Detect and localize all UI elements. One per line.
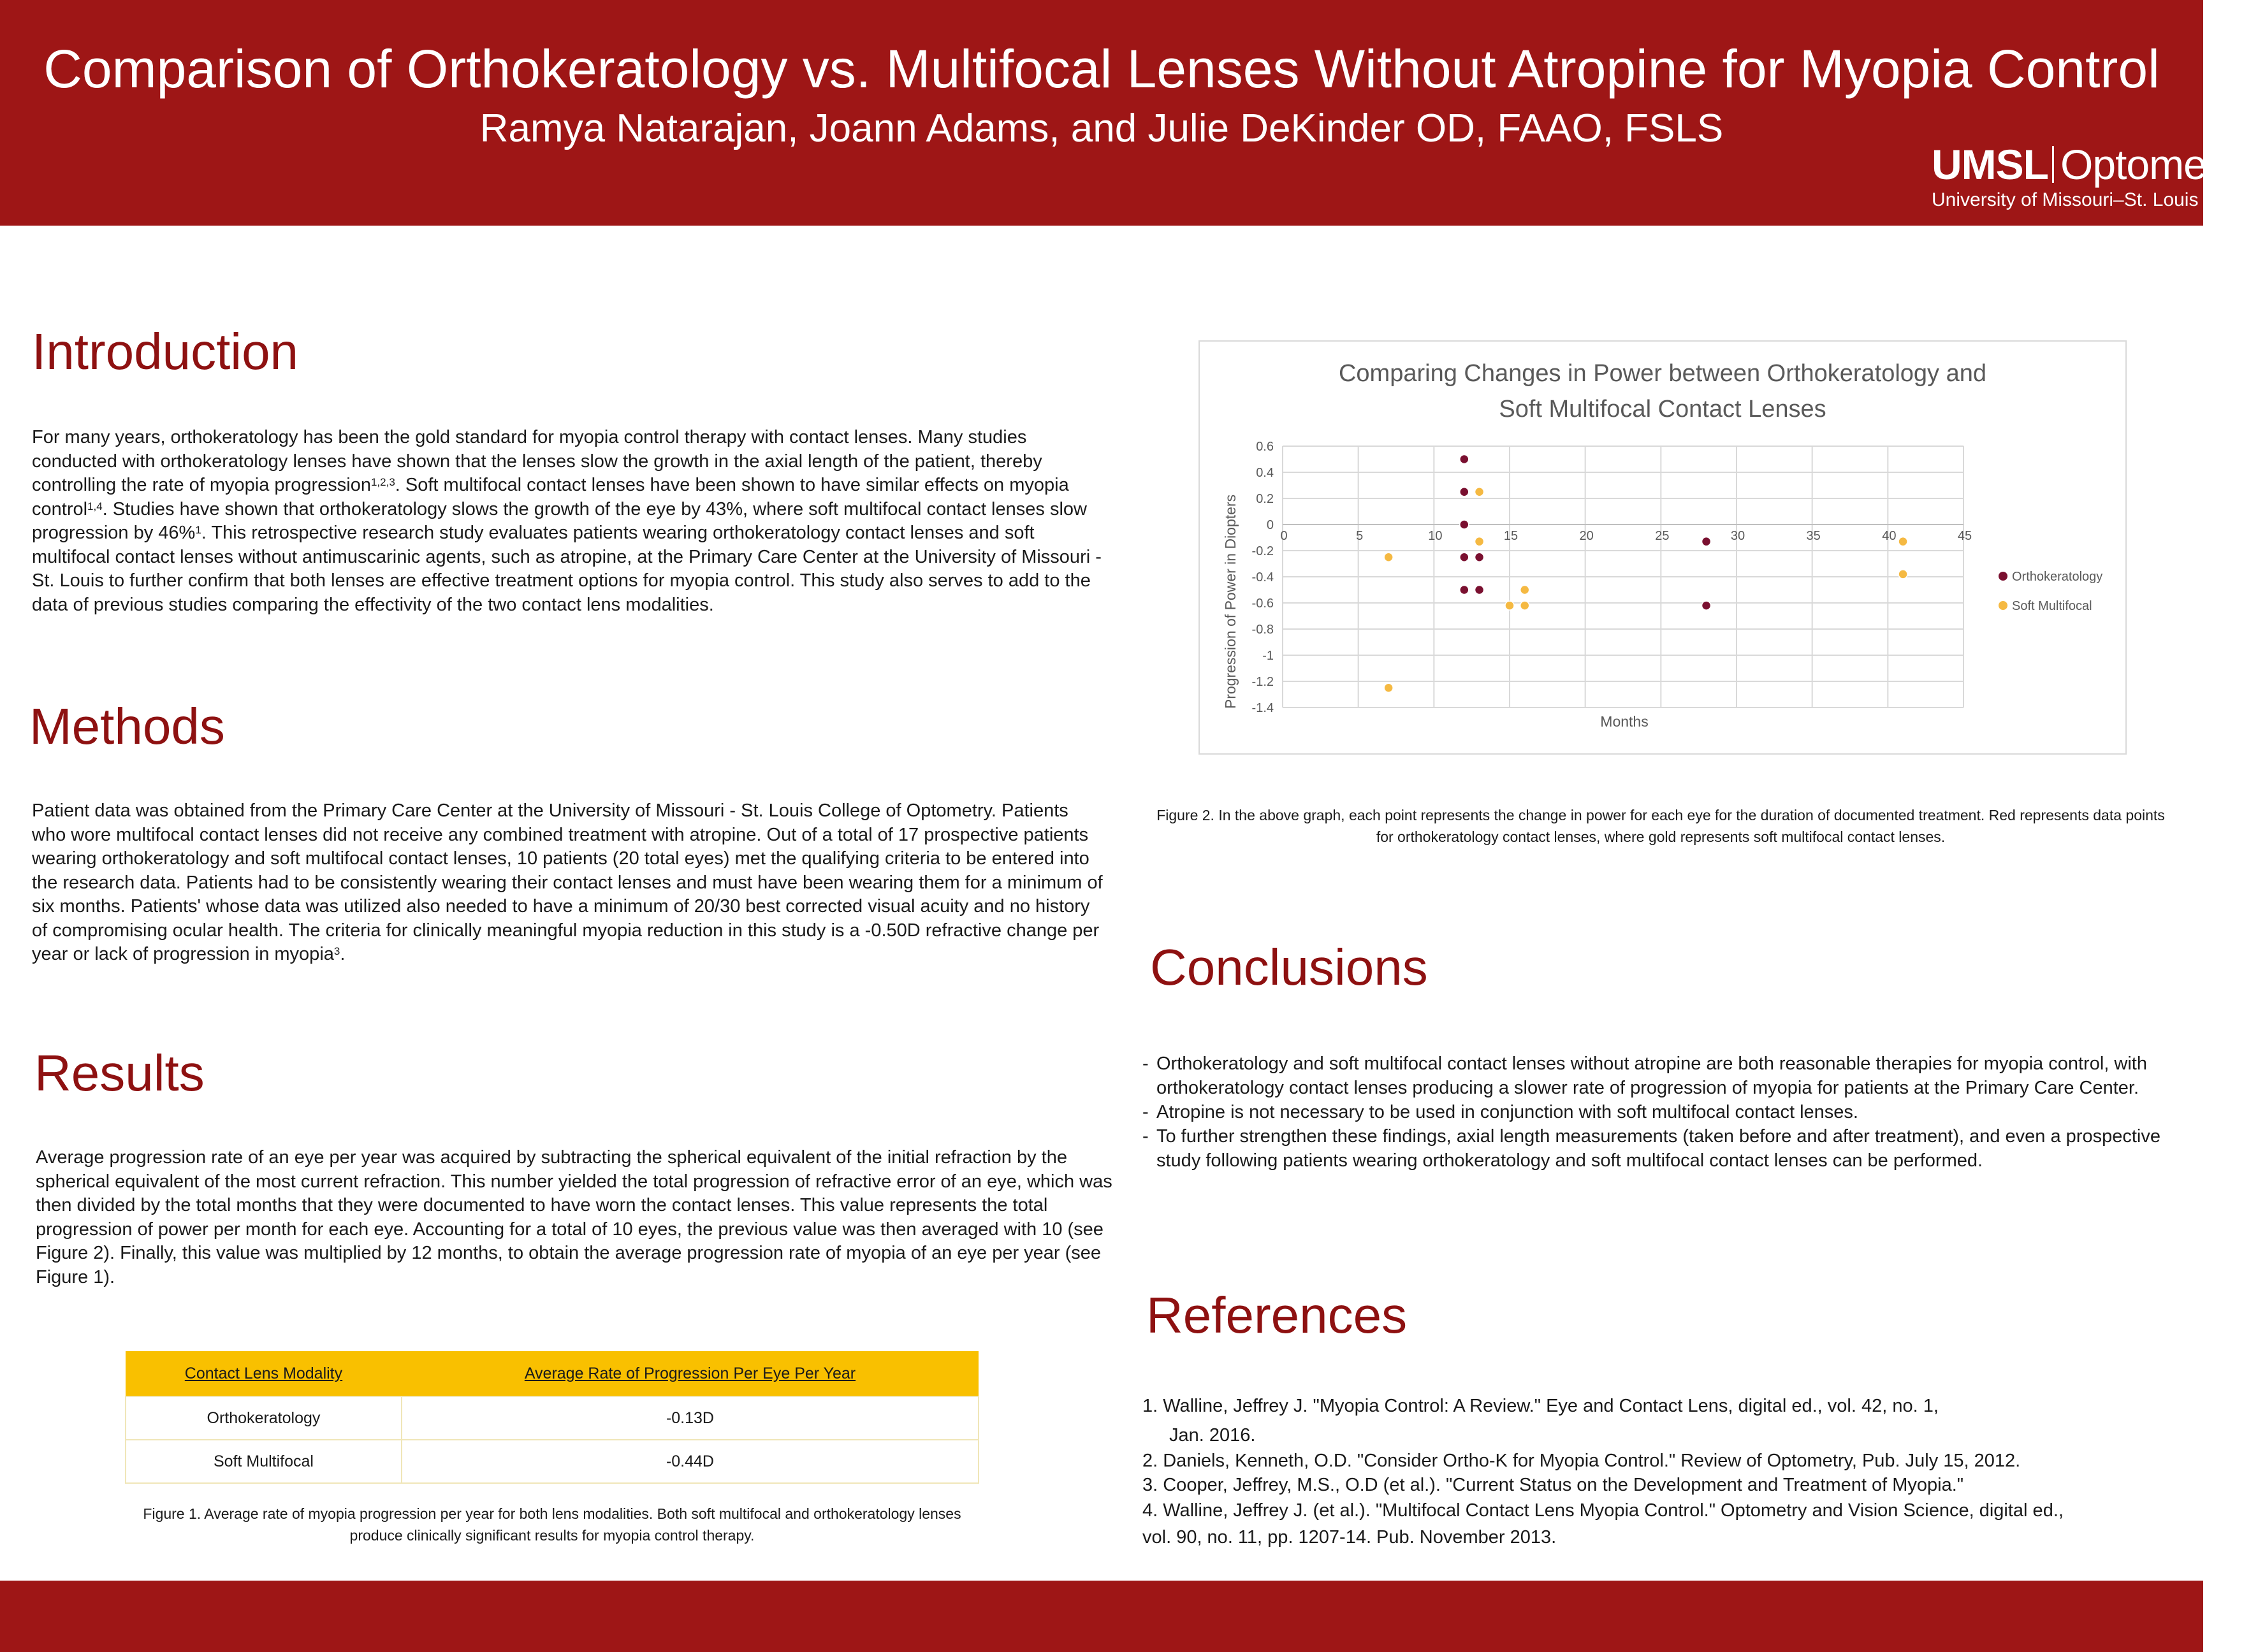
legend-marker [1999,601,2007,610]
table-header-rate: Average Rate of Progression Per Eye Per Year [402,1351,979,1396]
scatter-chart-svg [1200,342,2125,753]
chart-point [1460,586,1469,595]
chart-point [1460,553,1469,562]
methods-text-2: . [340,944,346,964]
chart-y-tick-label: -0.4 [1251,570,1274,584]
methods-text [32,799,1103,967]
chart-y-tick-label: -1 [1262,649,1274,663]
poster-footer [0,1581,2203,1652]
intro-text-4: . This retrospective research study evaluates patients wearing orthokeratology contact lenses and soft multifocal contact lenses without antimuscarinic agents, such as atropine, at the Primary Care Center at the University of Missouri - St. Louis to further confirm that both lenses are effective treatment options for myopia control. This study also serves to add to the data of previous studies comparing the effectivity of the two contact lens modalities. [32,523,1102,615]
table-row [126,1396,979,1440]
intro-sup-3: 1 [195,524,201,536]
reference-line: 1. Walline, Jeffrey J. "Myopia Control: A Review." Eye and Contact Lens, digital ed., vol. 42, no. 1, [1142,1396,1939,1416]
methods-sup-1: 3 [333,945,340,957]
chart-point [1475,553,1484,562]
chart-x-tick-label: 5 [1356,529,1364,543]
conclusions-list [1142,1052,2182,1173]
chart-y-tick-label: -0.6 [1251,597,1274,611]
chart-title-line2: Soft Multifocal Contact Lenses [1499,396,1826,423]
results-text: Average progression rate of an eye per year was acquired by subtracting the spherical equivalent of the initial refraction by the spherical equivalent of the most current refraction. This number yielded the total progression of refractive error of an eye, which was then divided by the total months that they were documented to have worn the contact lenses. This value represents the total progression of power per month for each eye. Accounting for a total of 10 eyes, the previous value was then averaged with 10 (see Figure 2). Finally, this value was multiplied by 12 months, to obtain the average progression rate of myopia of an eye per year (see Figure 1). [36,1147,1112,1287]
chart-point [1702,537,1711,546]
chart-x-tick-label: 35 [1806,529,1821,543]
chart-x-tick-label: 25 [1655,529,1670,543]
results-heading: Results [34,1045,205,1101]
chart-point [1475,537,1484,546]
chart-x-tick-label: 40 [1882,529,1897,543]
table-header-modality: Contact Lens Modality [126,1351,402,1396]
chart-x-tick-label: 0 [1280,529,1288,543]
methods-text-1: Patient data was obtained from the Primary Care Center at the University of Missouri - St. Louis College of Optometry. Patients who wore multifocal contact lenses did not receive any combined treatment with atropine. Out of a total of 17 prospective patients wearing orthokeratology and soft multifocal contact lenses, 10 patients (20 total eyes) met the qualifying criteria to be entered into the research data. Patients had to be consistently wearing their contact lenses and must have been wearing them for a minimum of six months. Patients' whose data was utilized also needed to have a minimum of 20/30 best corrected visual acuity and no history of compromising ocular health. The criteria for clinically meaningful myopia reduction in this study is a -0.50D refractive change per year or lack of progression in myopia [32,801,1103,964]
legend-marker [1999,572,2007,581]
figure2-caption: Figure 2. In the above graph, each point represents the change in power for each eye for the duration of documented treatment. Red represents data points for orthokeratology contact lenses, where gold represents soft multifocal contact lenses. [1156,807,2165,845]
progression-rate-table [125,1351,979,1484]
reference-line: 4. Walline, Jeffrey J. (et al.). "Multifocal Contact Lens Myopia Control." Optometry and Vision Science, digital ed., [1142,1500,2064,1521]
chart-y-tick-label: 0.4 [1256,466,1274,480]
chart-y-tick-label: 0.6 [1256,440,1274,454]
reference-line: Jan. 2016. [1169,1425,1256,1446]
reference-line: 2. Daniels, Kenneth, O.D. "Consider Ortho-K for Myopia Control." Review of Optometry, Pub. July 15, 2012. [1142,1451,2021,1471]
list-item: - Orthokeratology and soft multifocal contact lenses without atropine are both reasonable therapies for myopia control, with orthokeratology contact lenses producing a slower rate of progression of myopia for patients at the Primary Care Center. [1142,1054,2147,1098]
poster-authors: Ramya Natarajan, Joann Adams, and Julie DeKinder OD, FAAO, FSLS [479,106,1724,150]
chart-x-tick-label: 20 [1579,529,1594,543]
intro-text-1: For many years, orthokeratology has been the gold standard for myopia control therapy with contact lenses. Many studies conducted with orthokeratology lenses have shown that the lenses slow the growth in the axial length of the patient, thereby controlling the rate of myopia progression [32,427,1042,495]
legend-label: Orthokeratology [2012,570,2103,584]
list-item: - Atropine is not necessary to be used in conjunction with soft multifocal contact lenses. [1142,1102,1858,1122]
intro-text-3: . Studies have shown that orthokeratology slows the growth of the eye by 43%, where soft multifocal contact lenses slow progression by 46% [32,498,1087,543]
figure1-caption: Figure 1. Average rate of myopia progression per year for both lens modalities. Both soft multifocal and orthokeratology lenses produce clinically significant results for myopia control therapy. [143,1505,961,1544]
chart-x-tick-label: 30 [1730,529,1745,543]
chart-point [1702,601,1711,610]
chart-point [1520,601,1529,610]
chart-point [1384,683,1393,692]
chart-point [1475,586,1484,595]
figure2-chart [1198,340,2127,755]
list-item: - To further strengthen these findings, axial length measurements (taken before and after treatment), and even a prospective study following patients wearing orthokeratology and soft multifocal contact lenses can be performed. [1142,1126,2160,1171]
chart-point [1898,570,1907,579]
methods-heading: Methods [29,698,225,755]
chart-y-tick-label: -0.8 [1251,623,1274,637]
chart-x-tick-label: 15 [1503,529,1519,543]
chart-point [1520,586,1529,595]
conclusion-text: To further strengthen these findings, axial length measurements (taken before and after treatment), and even a prospective study following patients wearing orthokeratology and soft multifocal contact lenses can be performed. [1156,1126,2160,1171]
table-cell: Soft Multifocal [126,1440,402,1483]
legend-label: Soft Multifocal [2012,599,2092,613]
conclusions-heading: Conclusions [1150,939,1428,996]
chart-point [1475,488,1484,496]
logo-subtitle: University of Missouri–St. Louis [1932,189,2199,210]
chart-y-axis-label: Progression of Power in Diopters [1222,494,1239,709]
chart-point [1505,601,1514,610]
intro-sup-1: 1,2,3 [370,476,395,488]
umsl-optometry-logo [1932,141,2251,213]
poster-title: Comparison of Orthokeratology vs. Multifocal Lenses Without Atropine for Myopia Control [43,39,2160,99]
introduction-text [32,426,1103,617]
chart-point [1460,488,1469,496]
table-cell: -0.13D [402,1396,979,1440]
conclusion-text: Atropine is not necessary to be used in conjunction with soft multifocal contact lenses. [1156,1102,1858,1122]
references-list [1142,1393,2188,1551]
chart-y-tick-label: -1.2 [1251,675,1274,689]
table-cell: -0.44D [402,1440,979,1483]
reference-line: vol. 90, no. 11, pp. 1207-14. Pub. November 2013. [1142,1527,1557,1547]
introduction-heading: Introduction [32,323,299,380]
logo-divider [2052,146,2054,183]
chart-y-tick-label: -0.2 [1251,544,1274,558]
table-header-row [126,1351,979,1396]
chart-y-tick-label: 0.2 [1256,492,1274,506]
chart-y-tick-label: -1.4 [1251,701,1274,715]
chart-point [1460,455,1469,464]
intro-text-2: . Soft multifocal contact lenses have been shown to have similar effects on myopia control [32,475,1069,519]
chart-x-tick-label: 10 [1428,529,1443,543]
intro-sup-2: 1,4 [87,500,103,512]
chart-point [1898,537,1907,546]
conclusion-text: Orthokeratology and soft multifocal contact lenses without atropine are both reasonable therapies for myopia control, with orthokeratology contact lenses producing a slower rate of progression of myopia for patients at the Primary Care Center. [1156,1054,2147,1098]
reference-line: 3. Cooper, Jeffrey, M.S., O.D (et al.). "Current Status on the Development and Treatment of Myopia." [1142,1475,1964,1495]
references-heading: References [1146,1287,1408,1344]
chart-x-tick-label: 45 [1957,529,1972,543]
chart-y-tick-label: 0 [1266,518,1274,532]
poster-header [0,0,2251,226]
chart-point [1460,520,1469,529]
chart-point [1384,553,1393,562]
table-row [126,1440,979,1483]
chart-x-axis-label: Months [1600,713,1649,730]
logo-bold-text: UMSL [1932,141,2048,188]
logo-light-text: Optometry [2060,141,2251,188]
table-cell: Orthokeratology [126,1396,402,1440]
chart-title-line1: Comparing Changes in Power between Orthokeratology and [1338,360,1987,387]
